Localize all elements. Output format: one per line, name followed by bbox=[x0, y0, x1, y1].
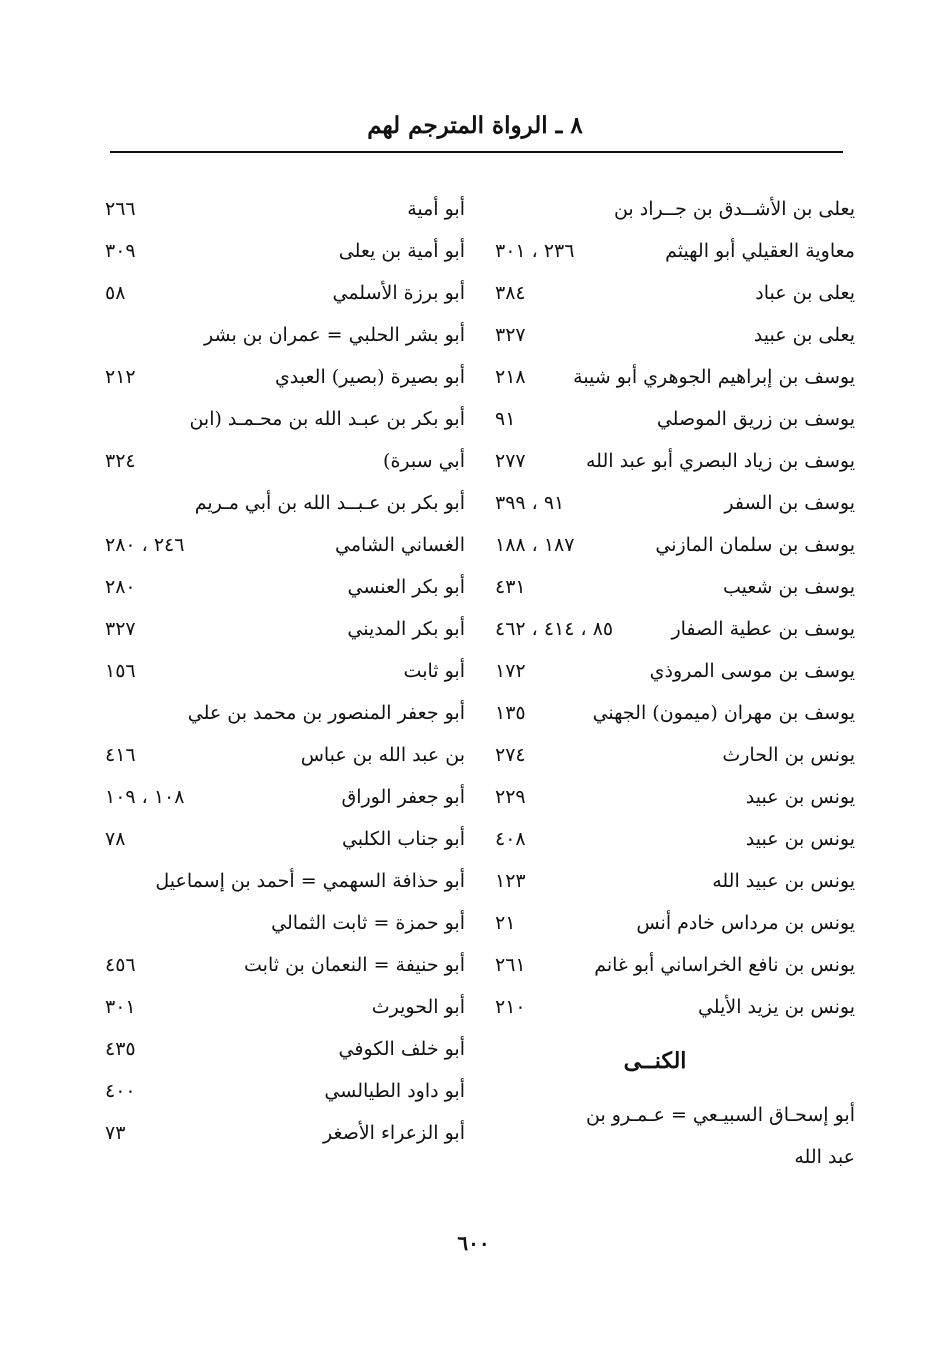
entry-name: أبو بكر العنسي bbox=[347, 576, 465, 598]
index-entry bbox=[105, 692, 465, 734]
page-number: ٦٠٠ bbox=[457, 1231, 490, 1255]
entry-name: يوسف بن السفر bbox=[724, 492, 855, 514]
index-entry bbox=[495, 440, 855, 482]
index-entry bbox=[495, 734, 855, 776]
entry-name: أبو جعفر الوراق bbox=[341, 786, 465, 808]
index-entry bbox=[495, 356, 855, 398]
entry-pages: ٩١ ، ٣٩٩ bbox=[495, 492, 565, 514]
entry-pages: ٧٣ bbox=[105, 1122, 126, 1144]
entry-pages: ٣٨٤ bbox=[495, 282, 526, 304]
entry-name: يونس بن الحارث bbox=[722, 744, 855, 766]
entry-name: أبو بكر بن عبـد الله بن محـمـد (ابن bbox=[189, 408, 465, 430]
entry-name: أبو حنيفة = النعمان بن ثابت bbox=[244, 954, 465, 976]
entry-name: يوسف بن شعيب bbox=[723, 576, 855, 598]
index-entry bbox=[495, 608, 855, 650]
index-entry bbox=[105, 524, 465, 566]
entry-pages: ٣٢٤ bbox=[105, 450, 136, 472]
entry-pages: ١٣٥ bbox=[495, 702, 526, 724]
entry-name: أبو داود الطيالسي bbox=[324, 1080, 465, 1102]
entry-pages: ١٨٧ ، ١٨٨ bbox=[495, 534, 575, 556]
index-entry bbox=[495, 398, 855, 440]
entry-name: أبو بشر الحلبي = عمران بن بشر bbox=[204, 324, 465, 346]
entry-name: أبو جعفر المنصور بن محمد بن علي bbox=[187, 702, 465, 724]
index-entry bbox=[105, 314, 465, 356]
index-entry bbox=[105, 902, 465, 944]
entry-pages: ١٠٨ ، ١٠٩ bbox=[105, 786, 185, 808]
index-entry bbox=[495, 188, 855, 230]
entry-name: يونس بن عبيد bbox=[745, 786, 855, 808]
index-entry bbox=[105, 860, 465, 902]
entry-name: أبو أمية بن يعلى bbox=[338, 240, 465, 262]
entry-pages: ٢١ bbox=[495, 912, 516, 934]
entry-name: أبو أمية bbox=[407, 198, 465, 220]
entry-name: أبو ثابت bbox=[403, 660, 465, 682]
index-entry bbox=[105, 566, 465, 608]
index-entry bbox=[105, 1028, 465, 1070]
entry-name: يونس بن مرداس خادم أنس bbox=[636, 912, 855, 934]
entry-pages: ١٧٢ bbox=[495, 660, 526, 682]
entry-pages: ٤١٦ bbox=[105, 744, 136, 766]
entry-pages: ٣٠٩ bbox=[105, 240, 136, 262]
index-entry bbox=[495, 944, 855, 986]
entry-name: أبو الحويرث bbox=[371, 996, 465, 1018]
index-entry bbox=[105, 482, 465, 524]
index-entry bbox=[105, 776, 465, 818]
entry-name: يونس بن عبيد الله bbox=[712, 870, 855, 892]
entry-pages: ٢٧٧ bbox=[495, 450, 526, 472]
index-entry bbox=[495, 692, 855, 734]
index-entry bbox=[495, 860, 855, 902]
entry-name: معاوية العقيلي أبو الهيثم bbox=[665, 240, 855, 262]
index-entry bbox=[105, 734, 465, 776]
entry-pages: ٣٢٧ bbox=[495, 324, 526, 346]
index-entry bbox=[105, 608, 465, 650]
index-entry bbox=[105, 1112, 465, 1154]
entry-pages: ٢٦٦ bbox=[105, 198, 136, 220]
index-entry bbox=[495, 272, 855, 314]
index-entry bbox=[105, 818, 465, 860]
entry-pages: ٤٣٥ bbox=[105, 1038, 136, 1060]
entry-name: يعلى بن عبيد bbox=[753, 324, 855, 346]
entry-name: عبد الله bbox=[794, 1146, 855, 1168]
entry-name: أبو الزعراء الأصغر bbox=[323, 1122, 465, 1144]
entry-name: أبو حمزة = ثابت الثمالي bbox=[271, 912, 465, 934]
index-entry bbox=[495, 314, 855, 356]
index-entry bbox=[105, 356, 465, 398]
index-entry bbox=[495, 1094, 855, 1136]
entry-name: أبو خلف الكوفي bbox=[338, 1038, 465, 1060]
entry-pages: ٩١ bbox=[495, 408, 516, 430]
entry-pages: ٢٣٦ ، ٣٠١ bbox=[495, 240, 575, 262]
entry-pages: ٢٦١ bbox=[495, 954, 526, 976]
entry-name: يوسف بن مهران (ميمون) الجهني bbox=[592, 702, 855, 724]
index-entry bbox=[105, 188, 465, 230]
index-entry bbox=[495, 230, 855, 272]
entry-name: يوسف بن عطية الصفار bbox=[671, 618, 855, 640]
entry-pages: ٥٨ bbox=[105, 282, 126, 304]
index-entry bbox=[495, 650, 855, 692]
entry-pages: ٢٧٤ bbox=[495, 744, 526, 766]
index-entry bbox=[105, 986, 465, 1028]
entry-pages: ٢١٠ bbox=[495, 996, 526, 1018]
index-entry bbox=[495, 482, 855, 524]
index-entry bbox=[105, 230, 465, 272]
entry-pages: ١٥٦ bbox=[105, 660, 136, 682]
entry-pages: ٧٨ bbox=[105, 828, 126, 850]
entry-name: يعلى بن عباد bbox=[755, 282, 855, 304]
entry-pages: ١٢٣ bbox=[495, 870, 526, 892]
entry-pages: ٤٣١ bbox=[495, 576, 526, 598]
entry-pages: ٣٠١ bbox=[105, 996, 136, 1018]
entry-name: يوسف بن موسى المروذي bbox=[649, 660, 855, 682]
entry-name: يونس بن عبيد bbox=[745, 828, 855, 850]
entry-name: بن عبد الله بن عباس bbox=[300, 744, 465, 766]
index-entry bbox=[105, 440, 465, 482]
entry-name: أبو إسحـاق السبيـعي = عـمـرو بن bbox=[586, 1104, 855, 1126]
running-header-title: ٨ ـ الرواة المترجم لهم bbox=[367, 112, 583, 139]
entry-name: أبو برزة الأسلمي bbox=[332, 282, 465, 304]
entry-pages: ٤٥٦ bbox=[105, 954, 136, 976]
entry-pages: ٢٢٩ bbox=[495, 786, 526, 808]
section-heading-kunya: الكنــى bbox=[623, 1048, 687, 1074]
entry-pages: ٣٢٧ bbox=[105, 618, 136, 640]
entry-name: يونس بن يزيد الأيلي bbox=[697, 996, 855, 1018]
index-entry bbox=[495, 1136, 855, 1178]
index-entry bbox=[495, 524, 855, 566]
index-entry bbox=[495, 986, 855, 1028]
entry-name: يوسف بن سلمان المازني bbox=[655, 534, 855, 556]
index-entry bbox=[105, 272, 465, 314]
index-entry bbox=[495, 818, 855, 860]
entry-name: أبي سبرة) bbox=[383, 450, 465, 472]
entry-name: أبو بكر المديني bbox=[347, 618, 465, 640]
entry-pages: ٤٠٠ bbox=[105, 1080, 136, 1102]
left-column-index bbox=[105, 188, 465, 1154]
index-entry bbox=[105, 944, 465, 986]
entry-name: يوسف بن إبراهيم الجوهري أبو شيبة bbox=[573, 366, 855, 388]
header-divider bbox=[110, 151, 843, 153]
entry-name: يوسف بن زياد البصري أبو عبد الله bbox=[586, 450, 855, 472]
entry-name: الغساني الشامي bbox=[335, 534, 465, 556]
entry-pages: ٢١٨ bbox=[495, 366, 526, 388]
entry-name: يونس بن نافع الخراساني أبو غانم bbox=[594, 954, 855, 976]
index-entry bbox=[495, 566, 855, 608]
entry-name: يوسف بن زريق الموصلي bbox=[656, 408, 855, 430]
index-entry bbox=[105, 1070, 465, 1112]
entry-pages: ٢١٢ bbox=[105, 366, 136, 388]
entry-pages: ٢٤٦ ، ٢٨٠ bbox=[105, 534, 185, 556]
entry-pages: ٢٨٠ bbox=[105, 576, 136, 598]
index-entry bbox=[105, 650, 465, 692]
entry-pages: ٤٠٨ bbox=[495, 828, 526, 850]
entry-name: يعلى بن الأشــدق بن جــراد بن bbox=[613, 198, 855, 220]
entry-name: أبو جناب الكلبي bbox=[341, 828, 465, 850]
index-entry bbox=[495, 902, 855, 944]
entry-name: أبو بكر بن عـبــد الله بن أبي مـريم bbox=[194, 492, 465, 514]
entry-name: أبو بصيرة (بصير) العبدي bbox=[274, 366, 465, 388]
index-entry bbox=[495, 776, 855, 818]
entry-pages: ٨٥ ، ٤١٤ ، ٤٦٢ bbox=[495, 618, 614, 640]
index-entry bbox=[105, 398, 465, 440]
entry-name: أبو حذافة السهمي = أحمد بن إسماعيل bbox=[155, 870, 465, 892]
right-column-index bbox=[495, 188, 855, 1178]
